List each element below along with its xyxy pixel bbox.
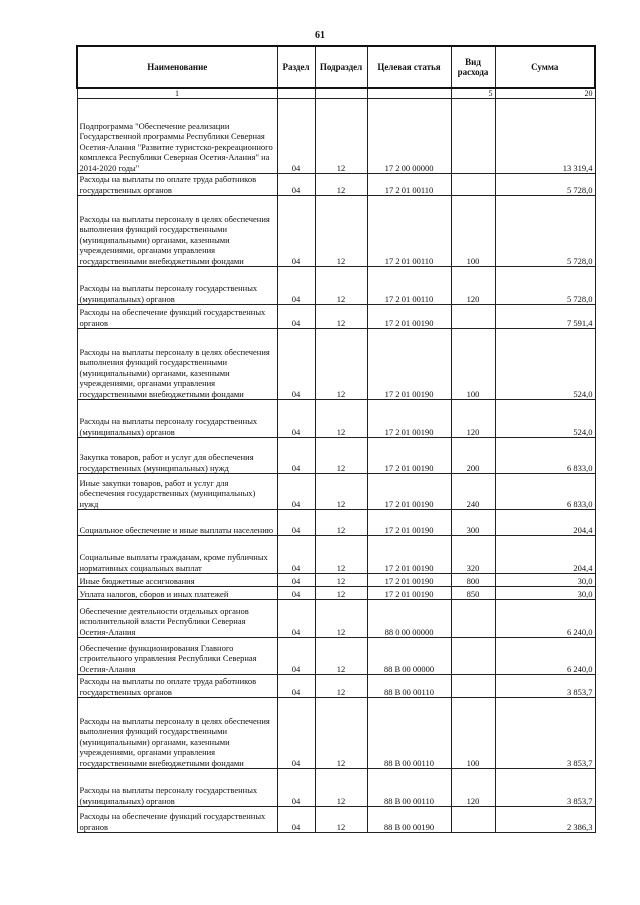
row-type: 100 (451, 329, 495, 400)
row-sum: 6 240,0 (495, 638, 595, 675)
row-section: 04 (277, 305, 315, 329)
row-type (451, 807, 495, 833)
row-type: 120 (451, 267, 495, 305)
row-section: 04 (277, 769, 315, 807)
table-row (77, 600, 595, 638)
row-subsection: 12 (315, 769, 367, 807)
table-row (77, 267, 595, 305)
row-subsection: 12 (315, 600, 367, 638)
index-cell-1: 1 (77, 88, 277, 99)
row-name: Расходы на выплаты персоналу государственных (муниципальных) органов (77, 769, 277, 807)
row-name: Расходы на выплаты персоналу в целях обеспечения выполнения функций государственными (муниципальными) органами, казенными учреждениями, органами управления государственными внебюджетными фондами (77, 196, 277, 267)
column-index-row (77, 88, 595, 99)
row-section: 04 (277, 99, 315, 174)
table-row (77, 574, 595, 587)
table-row (77, 510, 595, 536)
row-section: 04 (277, 600, 315, 638)
table-row (77, 638, 595, 675)
row-subsection: 12 (315, 400, 367, 438)
row-section: 04 (277, 698, 315, 769)
row-target: 17 2 01 00190 (367, 536, 451, 574)
budget-table (76, 45, 596, 833)
row-sum: 3 853,7 (495, 675, 595, 698)
row-name: Закупка товаров, работ и услуг для обеспечения государственных (муниципальных) нужд (77, 438, 277, 474)
row-type (451, 174, 495, 196)
table-row (77, 99, 595, 174)
row-type: 200 (451, 438, 495, 474)
row-subsection: 12 (315, 474, 367, 510)
table-row (77, 174, 595, 196)
row-target: 17 2 01 00190 (367, 329, 451, 400)
row-subsection: 12 (315, 587, 367, 600)
row-name: Иные закупки товаров, работ и услуг для обеспечения государственных (муниципальных) нужд (77, 474, 277, 510)
row-subsection: 12 (315, 174, 367, 196)
row-name: Иные бюджетные ассигнования (77, 574, 277, 587)
row-name: Обеспечение функционирования Главного строительного управления Республики Северная Осетия-Алания (77, 638, 277, 675)
row-target: 88 В 00 00110 (367, 769, 451, 807)
table-row (77, 474, 595, 510)
row-type (451, 305, 495, 329)
row-subsection: 12 (315, 329, 367, 400)
row-sum: 2 386,3 (495, 807, 595, 833)
row-target: 88 В 00 00190 (367, 807, 451, 833)
row-target: 88 0 00 00000 (367, 600, 451, 638)
row-name: Расходы на обеспечение функций государственных органов (77, 305, 277, 329)
row-sum: 6 833,0 (495, 438, 595, 474)
header-sum: Сумма (495, 46, 595, 88)
row-sum: 5 728,0 (495, 267, 595, 305)
row-subsection: 12 (315, 675, 367, 698)
row-name: Расходы на выплаты персоналу государственных (муниципальных) органов (77, 400, 277, 438)
row-type: 240 (451, 474, 495, 510)
row-section: 04 (277, 675, 315, 698)
page-number: 61 (315, 30, 325, 41)
table-row (77, 536, 595, 574)
row-sum: 204,4 (495, 510, 595, 536)
row-target: 17 2 01 00190 (367, 305, 451, 329)
table-row (77, 587, 595, 600)
row-section: 04 (277, 196, 315, 267)
table-body (77, 99, 595, 833)
row-subsection: 12 (315, 305, 367, 329)
row-target: 88 В 00 00110 (367, 675, 451, 698)
row-name: Социальные выплаты гражданам, кроме публичных нормативных социальных выплат (77, 536, 277, 574)
row-sum: 524,0 (495, 400, 595, 438)
row-target: 17 2 01 00190 (367, 438, 451, 474)
table-row (77, 675, 595, 698)
row-section: 04 (277, 400, 315, 438)
index-cell-3 (315, 88, 367, 99)
header-section: Раздел (277, 46, 315, 88)
row-type (451, 99, 495, 174)
row-sum: 6 833,0 (495, 474, 595, 510)
row-type: 800 (451, 574, 495, 587)
table-row (77, 400, 595, 438)
index-cell-2 (277, 88, 315, 99)
row-section: 04 (277, 638, 315, 675)
row-sum: 30,0 (495, 587, 595, 600)
table-row (77, 438, 595, 474)
row-target: 17 2 01 00190 (367, 587, 451, 600)
table-row (77, 305, 595, 329)
header-type: Вид расхода (451, 46, 495, 88)
row-subsection: 12 (315, 99, 367, 174)
row-name: Обеспечение деятельности отдельных органов исполнительной власти Республики Северная Осетия-Алания (77, 600, 277, 638)
table-header-row (77, 46, 595, 88)
row-subsection: 12 (315, 510, 367, 536)
row-section: 04 (277, 574, 315, 587)
row-sum: 5 728,0 (495, 196, 595, 267)
row-sum: 6 240,0 (495, 600, 595, 638)
row-name: Расходы на выплаты персоналу в целях обеспечения выполнения функций государственными (муниципальными) органами, казенными учреждениями, органами управления государственными внебюджетными фондами (77, 329, 277, 400)
row-type: 120 (451, 769, 495, 807)
row-type (451, 638, 495, 675)
row-subsection: 12 (315, 698, 367, 769)
row-target: 17 2 01 00110 (367, 196, 451, 267)
row-type: 320 (451, 536, 495, 574)
row-subsection: 12 (315, 536, 367, 574)
row-name: Подпрограмма "Обеспечение реализации Государственной программы Республики Северная Осетия-Алания "Развитие туристско-рекреационного комплекса Республики Северная Осетия-Алания" на 2014-2020 годы" (77, 99, 277, 174)
row-subsection: 12 (315, 438, 367, 474)
row-section: 04 (277, 510, 315, 536)
table-row (77, 329, 595, 400)
row-section: 04 (277, 329, 315, 400)
row-type (451, 675, 495, 698)
header-target: Целевая статья (367, 46, 451, 88)
row-target: 17 2 00 00000 (367, 99, 451, 174)
index-cell-5: 5 (451, 88, 495, 99)
row-target: 88 В 00 00110 (367, 698, 451, 769)
row-subsection: 12 (315, 574, 367, 587)
row-sum: 30,0 (495, 574, 595, 587)
row-target: 17 2 01 00190 (367, 400, 451, 438)
row-sum: 5 728,0 (495, 174, 595, 196)
row-type (451, 600, 495, 638)
row-section: 04 (277, 587, 315, 600)
row-name: Расходы на выплаты по оплате труда работников государственных органов (77, 174, 277, 196)
index-cell-4 (367, 88, 451, 99)
row-target: 17 2 01 00190 (367, 510, 451, 536)
row-section: 04 (277, 438, 315, 474)
row-target: 17 2 01 00110 (367, 174, 451, 196)
row-subsection: 12 (315, 267, 367, 305)
row-section: 04 (277, 474, 315, 510)
row-target: 88 В 00 00000 (367, 638, 451, 675)
row-name: Уплата налогов, сборов и иных платежей (77, 587, 277, 600)
row-type: 100 (451, 196, 495, 267)
header-subsection: Подраздел (315, 46, 367, 88)
table-row (77, 807, 595, 833)
row-name: Расходы на выплаты персоналу в целях обеспечения выполнения функций государственными (муниципальными) органами, казенными учреждениями, органами управления государственными внебюджетными фондами (77, 698, 277, 769)
row-section: 04 (277, 536, 315, 574)
row-name: Расходы на выплаты по оплате труда работников государственных органов (77, 675, 277, 698)
row-type: 850 (451, 587, 495, 600)
row-target: 17 2 01 00110 (367, 267, 451, 305)
index-cell-6: 20 (495, 88, 595, 99)
row-section: 04 (277, 267, 315, 305)
row-name: Расходы на выплаты персоналу государственных (муниципальных) органов (77, 267, 277, 305)
row-sum: 3 853,7 (495, 698, 595, 769)
row-sum: 7 591,4 (495, 305, 595, 329)
row-type: 120 (451, 400, 495, 438)
row-sum: 524,0 (495, 329, 595, 400)
row-subsection: 12 (315, 807, 367, 833)
table-row (77, 196, 595, 267)
row-subsection: 12 (315, 196, 367, 267)
row-sum: 13 319,4 (495, 99, 595, 174)
row-name: Расходы на обеспечение функций государственных органов (77, 807, 277, 833)
table-row (77, 769, 595, 807)
header-name: Наименование (77, 46, 277, 88)
row-target: 17 2 01 00190 (367, 474, 451, 510)
row-type: 300 (451, 510, 495, 536)
row-type: 100 (451, 698, 495, 769)
table-row (77, 698, 595, 769)
row-section: 04 (277, 174, 315, 196)
row-target: 17 2 01 00190 (367, 574, 451, 587)
row-section: 04 (277, 807, 315, 833)
row-sum: 204,4 (495, 536, 595, 574)
row-sum: 3 853,7 (495, 769, 595, 807)
row-name: Социальное обеспечение и иные выплаты населению (77, 510, 277, 536)
row-subsection: 12 (315, 638, 367, 675)
